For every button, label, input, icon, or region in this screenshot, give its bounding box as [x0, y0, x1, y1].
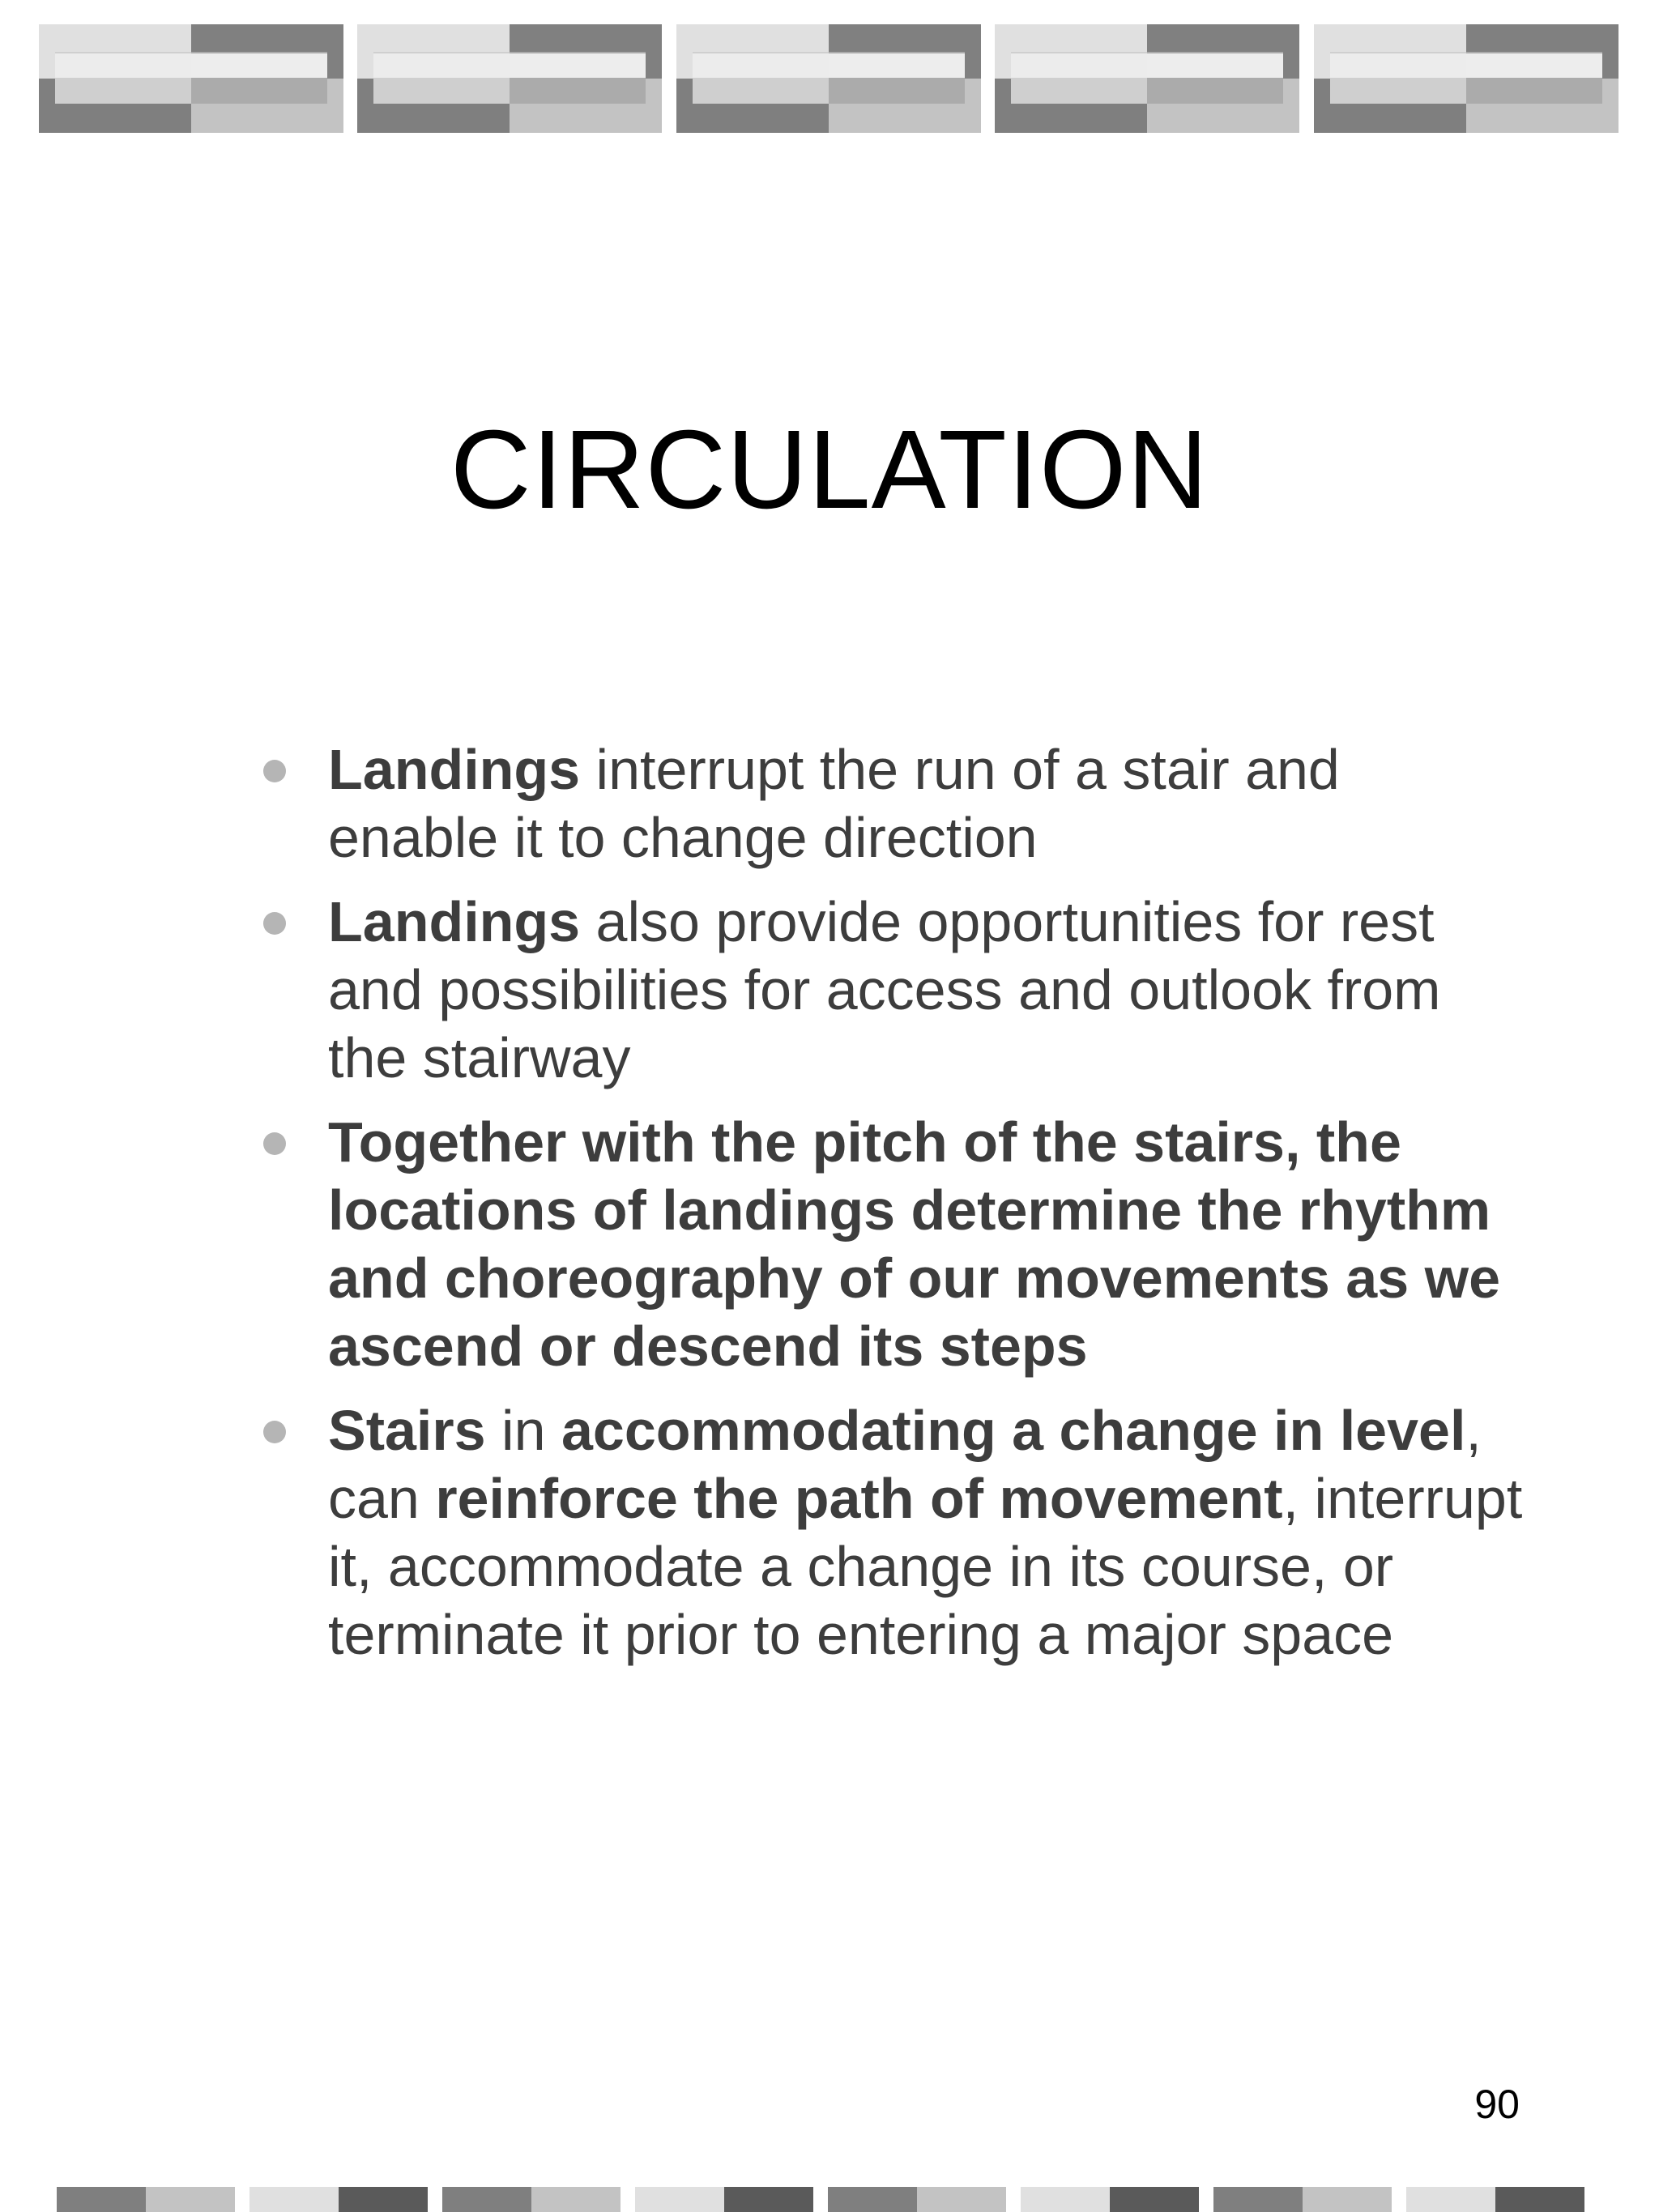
decorative-tile [1314, 24, 1618, 133]
decorative-tile [676, 24, 981, 133]
bullet-bold-text: Stairs [328, 1399, 486, 1462]
bullet-text: , interrupt it, accommodate a change in its course, or terminate it prior to entering a major space [328, 1467, 1523, 1666]
bullet-item [259, 735, 1523, 872]
top-decorative-band [0, 0, 1659, 138]
decorative-tile [995, 24, 1299, 133]
bullet-text: interrupt the run of a stair and enable it to change direction [328, 738, 1340, 869]
bullet-text: also provide opportunities for rest and possibilities for access and outlook from the stairway [328, 890, 1441, 1089]
bullet-bold-text: Landings [328, 890, 581, 953]
bullet-bold-text: Together with the pitch of the stairs, the locations of landings determine the rhythm and choreography of our movements as we ascend or descend its steps [328, 1110, 1500, 1378]
bullet-dot-icon [263, 1421, 286, 1443]
page-number: 90 [1474, 2082, 1520, 2127]
bullet-dot-icon [263, 912, 286, 935]
bullet-bold-text: reinforce the path of movement [435, 1467, 1283, 1530]
bullet-text: , can [328, 1399, 1482, 1530]
bullet-item [259, 888, 1523, 1092]
bullet-text: in [485, 1399, 561, 1462]
decorative-tile [357, 24, 662, 133]
slide-title: CIRCULATION [450, 407, 1209, 532]
bullet-dot-icon [263, 760, 286, 782]
bullet-dot-icon [263, 1132, 286, 1155]
bullet-list [259, 735, 1523, 1685]
bullet-bold-text: Landings [328, 738, 581, 801]
decorative-tile [39, 24, 343, 133]
bullet-item [259, 1108, 1523, 1380]
bullet-bold-text: accommodating a change in level [561, 1399, 1466, 1462]
bullet-item [259, 1396, 1523, 1669]
bottom-decorative-band [0, 2187, 1659, 2212]
